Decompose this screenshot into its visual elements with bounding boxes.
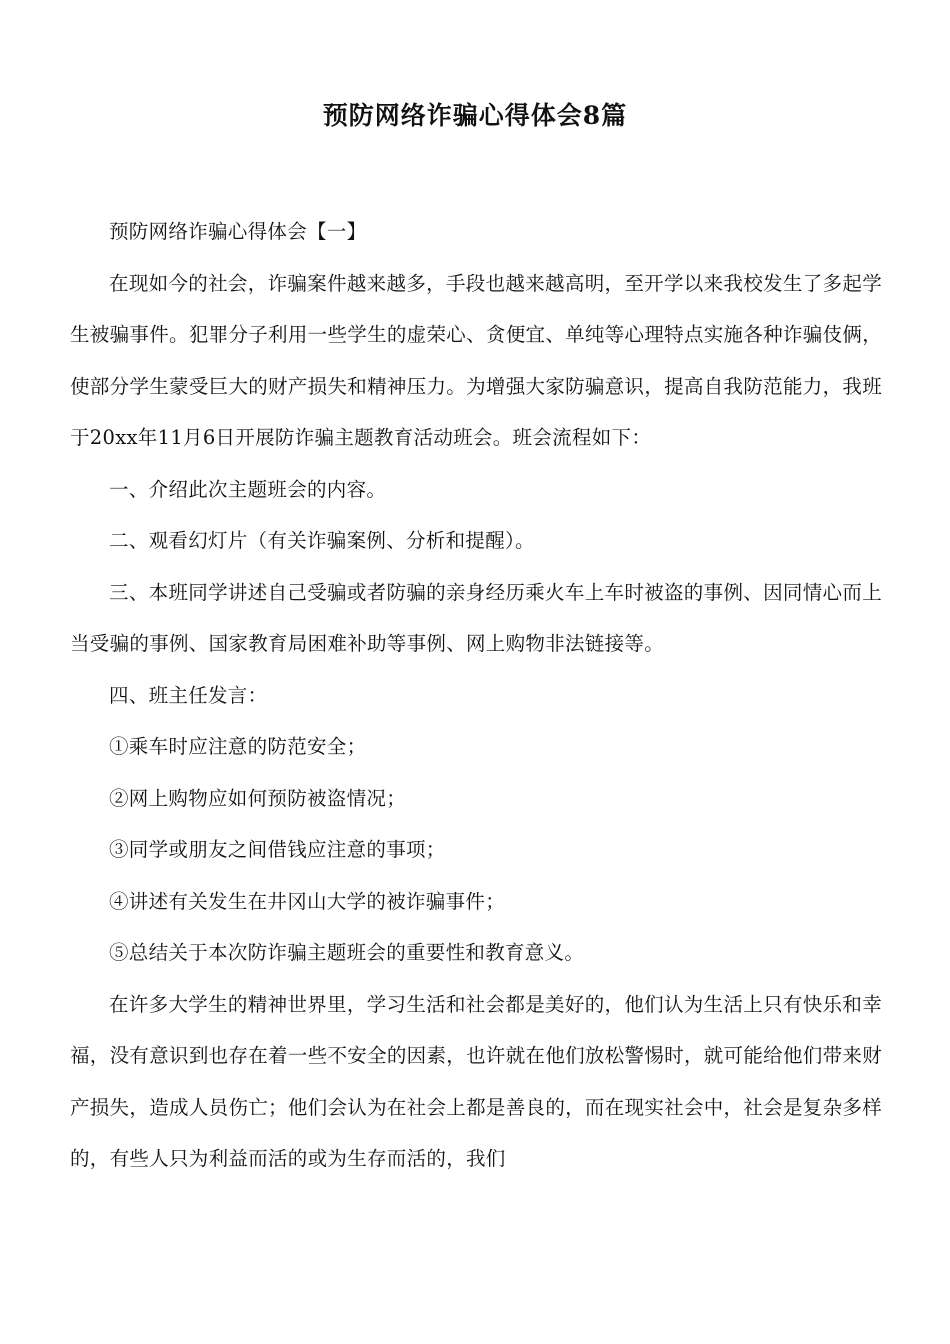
speech-point-3: ③同学或朋友之间借钱应注意的事项； bbox=[109, 838, 446, 861]
reflection-paragraph: 在许多大学生的精神世界里，学习生活和社会都是美好的，他们认为生活上只有快乐和幸福，没有意识到也存在着一些不安全的因素，也许就在他们放松警惕时，就可能给他们带来财产损失，造成人员伤亡；他们会认为在社会上都是善良的，而在现实社会中，社会是复杂多样的，有些人只为利益而活的或为生存而活的，我们 bbox=[70, 992, 882, 1170]
intro-paragraph: 在现如今的社会，诈骗案件越来越多，手段也越来越高明，至开学以来我校发生了多起学生被骗事件。犯罪分子利用一些学生的虚荣心、贪便宜、单纯等心理特点实施各种诈骗伎俩，使部分学生蒙受巨大的财产损失和精神压力。为增强大家防骗意识，提高自我防范能力，我班于20xx年11月6日开展防诈骗主题教育活动班会。班会流程如下： bbox=[70, 271, 882, 449]
speech-point-5: ⑤总结关于本次防诈骗主题班会的重要性和教育意义。 bbox=[109, 941, 585, 964]
agenda-item-2: 二、观看幻灯片（有关诈骗案例、分析和提醒）。 bbox=[109, 529, 535, 552]
speech-point-4: ④讲述有关发生在井冈山大学的被诈骗事件； bbox=[109, 889, 506, 913]
agenda-item-1: 一、介绍此次主题班会的内容。 bbox=[109, 477, 387, 501]
agenda-item-4: 四、班主任发言： bbox=[109, 683, 268, 707]
speech-point-2: ②网上购物应如何预防被盗情况； bbox=[109, 786, 407, 810]
agenda-item-3: 三、本班同学讲述自己受骗或者防骗的亲身经历乘火车上车时被盗的事例、因同情心而上当受骗的事例、国家教育局困难补助等事例、网上购物非法链接等。 bbox=[70, 580, 882, 655]
document-title: 预防网络诈骗心得体会8篇 bbox=[322, 101, 628, 130]
speech-point-1: ①乘车时应注意的防范安全； bbox=[109, 735, 367, 758]
document-body bbox=[70, 206, 882, 1185]
section-heading: 预防网络诈骗心得体会【一】 bbox=[109, 220, 367, 243]
